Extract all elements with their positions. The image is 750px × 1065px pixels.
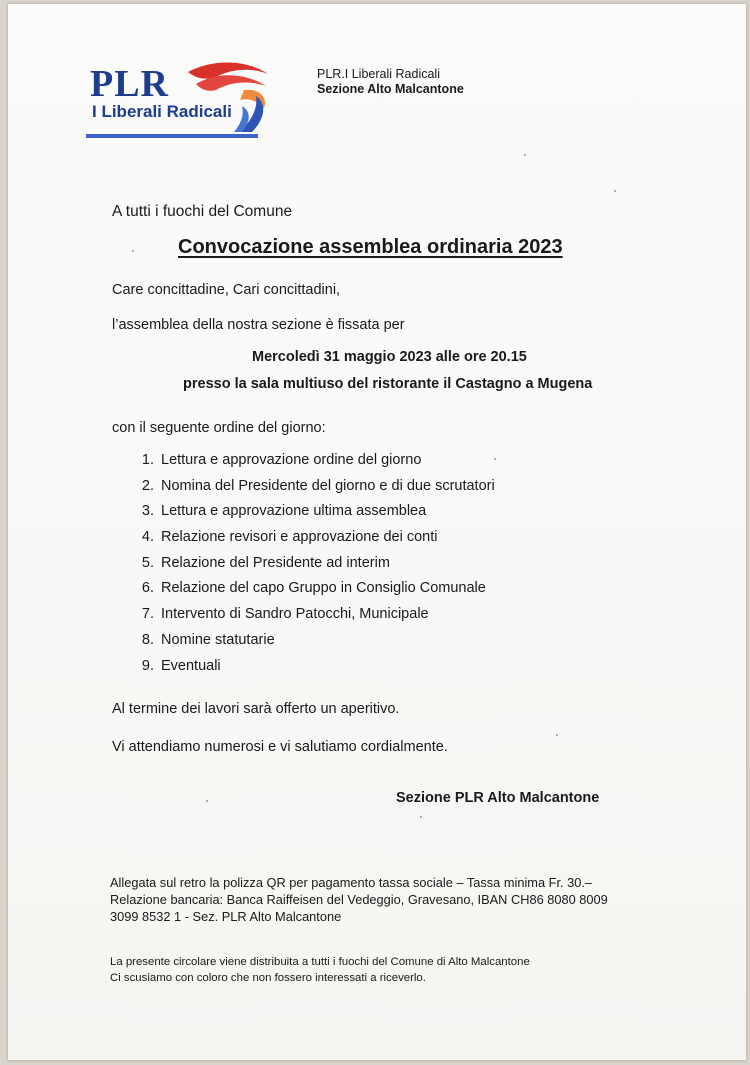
- closing-greeting: Vi attendiamo numerosi e vi salutiamo cordialmente.: [112, 739, 448, 755]
- paper-speck: [614, 190, 616, 192]
- address-line: A tutti i fuochi del Comune: [112, 203, 293, 220]
- distribution-notice: La presente circolare viene distribuita a tutti i fuochi del Comune di Alto Malcantone Ci scusiamo con coloro che non fossero interessati a riceverlo.: [110, 956, 530, 984]
- letterhead: [317, 67, 464, 97]
- agenda-item: 8. Nomine statutarie: [141, 631, 275, 648]
- paper-speck: [420, 816, 422, 818]
- agenda-item: 2. Nomina del Presidente del giorno e di due scrutatori: [141, 477, 495, 494]
- agenda-item: 5. Relazione del Presidente ad interim: [141, 554, 390, 571]
- paper-speck: [132, 250, 134, 252]
- flame-icon: [182, 58, 274, 134]
- paper-speck: [524, 154, 526, 156]
- paper-speck: [556, 734, 558, 736]
- payment-note: Allegata sul retro la polizza QR per pagamento tassa sociale – Tassa minima Fr. 30.– Relazione bancaria: Banca Raiffeisen del Vedeggio, Gravesano, IBAN CH86 8080 8009 3099 8532 1 - Sez. PLR Alto Malcantone: [110, 875, 608, 924]
- agenda-item: 4. Relazione revisori e approvazione dei conti: [141, 529, 438, 546]
- document-title: Convocazione assemblea ordinaria 2023: [178, 236, 563, 258]
- agenda-item: 7. Intervento di Sandro Patocchi, Municipale: [141, 606, 429, 623]
- agenda-item: 1. Lettura e approvazione ordine del giorno: [141, 452, 422, 468]
- agenda-intro: con il seguente ordine del giorno:: [112, 420, 326, 436]
- signature: Sezione PLR Alto Malcantone: [396, 790, 600, 806]
- plr-logo: [78, 58, 268, 142]
- agenda-item: 3. Lettura e approvazione ultima assemblea: [141, 503, 427, 520]
- logo-abbr: PLR: [90, 63, 169, 105]
- agenda-item: 9. Eventuali: [141, 657, 221, 674]
- meeting-place: presso la sala multiuso del ristorante il Castagno a Mugena: [183, 376, 593, 392]
- logo-underline: [86, 134, 258, 138]
- letterhead-section: Sezione Alto Malcantone: [317, 82, 464, 96]
- closing-aperitivo: Al termine dei lavori sarà offerto un aperitivo.: [112, 701, 400, 717]
- greeting: Care concittadine, Cari concittadini,: [112, 282, 341, 298]
- intro-text: l’assemblea della nostra sezione è fissata per: [112, 317, 405, 333]
- agenda-item: 6. Relazione del capo Gruppo in Consiglio Comunale: [141, 580, 486, 597]
- agenda-list: [112, 452, 495, 683]
- logo-name: I Liberali Radicali: [92, 102, 232, 121]
- meeting-date: Mercoledì 31 maggio 2023 alle ore 20.15: [252, 349, 527, 365]
- paper-speck: [206, 800, 208, 802]
- letterhead-org: PLR.I Liberali Radicali: [317, 67, 440, 81]
- letter-sheet: [8, 4, 746, 1060]
- paper-speck: [494, 458, 496, 460]
